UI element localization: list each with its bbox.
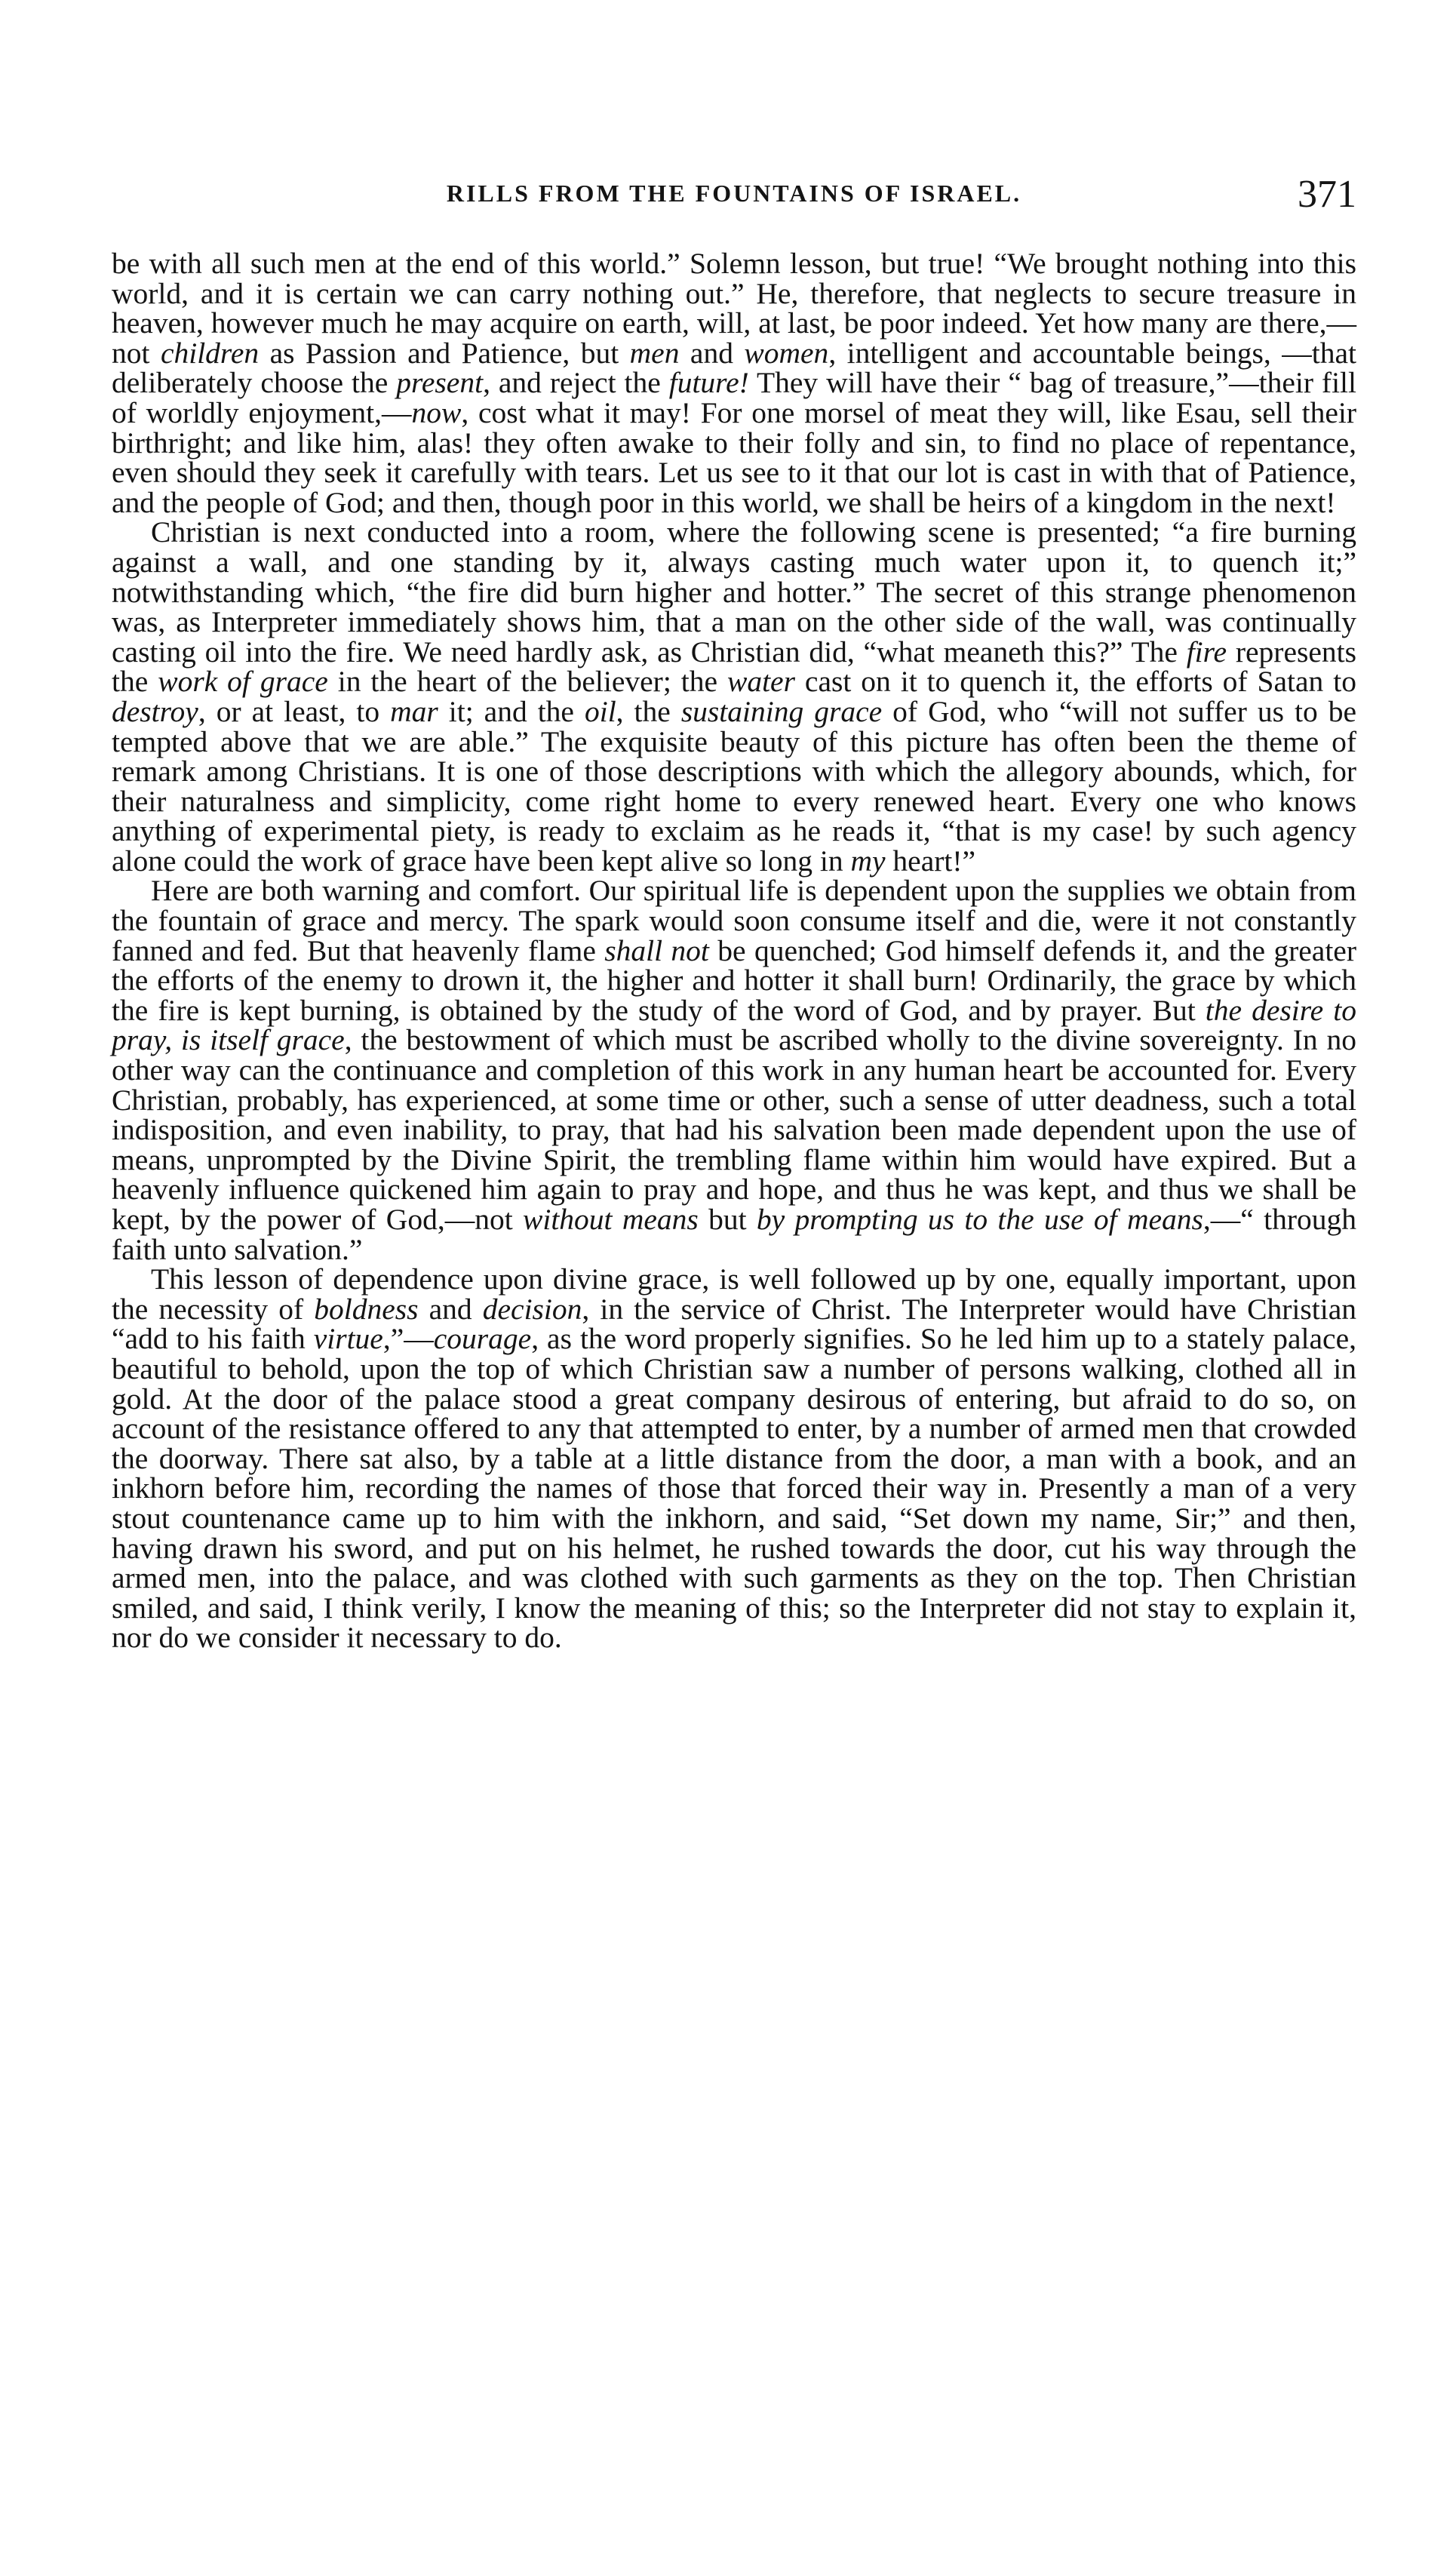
paragraph-3 [112,876,1356,1265]
paragraph-2 [112,515,1356,878]
text-run: be with all such men at the end of this world.” Solemn lesson, but true! “We brought nothing into this world, and it is certain we can carry nothing out.” He, therefore, that neglects to secure treasure in heaven, however much he may acquire on earth, will, at last, be poor indeed. Yet how many are there,—not [112,247,1356,370]
text-run: , as the word properly signifies. So he led him up to a stately palace, beautiful to behold, upon the top of which Christian saw a number of persons walking, clothed all in gold. At the door of the palace stood a great company desirous of entering, but afraid to do so, on account of the resistance offered to any that attempted to enter, by a number of armed men that crowded the doorway. There sat also, by a table at a little distance from the door, a man with a book, and an inkhorn before him, recording the names of those that forced their way in. Presently a man of a very stout countenance came up to him with the inkhorn, and said, “Set down my name, Sir;” and then, having drawn his sword, and put on his helmet, he rushed towards the door, cut his way through the armed men, into the palace, and was clothed with such garments as they on the top. Then Christian smiled, and said, I think verily, I know the meaning of this; so the Interpreter did not stay to explain it, nor do we consider it necessary to do. [112,1322,1356,1655]
text-run: , and reject the [483,366,669,400]
italic-text-run: now [411,395,462,429]
text-run: heart!” [885,844,976,878]
italic-text-run: women [744,336,829,370]
text-run: cast on it to quench it, the efforts of Satan to [794,665,1356,699]
running-head [112,175,1356,220]
italic-text-run: present [396,366,484,400]
text-run: , the bestowment of which must be ascribed wholly to the divine sovereignty. In no other way can the continuance and completion of this work in any human heart be accounted for. Every Christian, probably, has experienced, at some time or other, such a sense of utter deadness, such a total indisposition, and even inability, to pray, that had his salvation been made dependent upon the use of means, unprompted by the Divine Spirit, the trembling flame within him would have expired. But a heavenly influence quickened him again to pray and hope, and thus he was kept, and thus we shall be kept, by the power of God,—not [112,1023,1357,1236]
italic-text-run: men [629,336,680,370]
text-run: Christian is next conducted into a room, where the following scene is presented; “a fire burning against a wall, and one standing by it, always casting much water upon it, to quench it;” notwithstanding which, “the fire did burn higher and hotter.” The secret of this strange phenomenon was, as Interpreter immediately shows him, that a man on the other side of the wall, was continually casting oil into the fire. We need hardly ask, as Christian did, “what meaneth this?” The [112,515,1356,669]
text-run: , intelligent and accountable beings, —that deliberately choose the [112,336,1356,400]
italic-text-run: water [726,665,795,699]
text-run: in the heart of the believer; the [327,665,727,699]
italic-text-run: oil [584,694,616,728]
text-run: , cost what it may! For one morsel of meat they will, like Esau, sell their birthright; and like him, alas! they often awake to their folly and sin, to find no place of repentance, even should they seek it carefully with tears. Let us see to it that our lot is cast in with that of Patience, and the people of God; and then, though poor in this world, we shall be heirs of a kingdom in the next! [112,395,1356,519]
italic-text-run: decision [482,1292,582,1326]
italic-text-run: sustaining grace [680,694,883,728]
italic-text-run: my [850,844,886,878]
text-run: , or at least, to [198,694,391,728]
italic-text-run: fire [1186,635,1227,669]
text-run: it; and the [438,694,585,728]
text-run: but [698,1203,757,1236]
italic-text-run: work of grace [158,665,328,699]
italic-text-run: future! [668,366,749,400]
italic-text-run: courage [433,1322,532,1356]
paragraph-1 [112,249,1356,518]
text-run: and [679,336,745,370]
text-run: , in the service of Christ. The Interpreter would have Christian “add to his faith [112,1292,1356,1356]
italic-text-run: by prompting us to the use of means [756,1203,1203,1236]
paragraph-4 [112,1262,1356,1655]
text-run: be quenched; God himself defends it, and the greater the efforts of the enemy to drown it, the higher and hotter it shall burn! Ordinarily, the grace by which the fire is kept burning, is obtained by the study of the word of God, and by prayer. But [112,933,1356,1027]
text-run: Here are both warning and comfort. Our spiritual life is dependent upon the supplies we obtain from the fountain of grace and mercy. The spark would soon consume itself and die, were it not constantly fanned and fed. But that heavenly flame [112,874,1356,967]
italic-text-run: shall not [604,933,709,967]
text-run: , the [616,694,681,728]
text-run: represents the [112,635,1356,699]
text-run: and [418,1292,483,1326]
text-run: They will have their “ bag of treasure,”—their fill of worldly enjoyment,— [112,366,1357,429]
text-run: of God, who “will not suffer us to be tempted above that we are able.” The exquisite beauty of this picture has often been the theme of remark among Christians. It is one of those descriptions with which the allegory abounds, which, for their naturalness and simplicity, come right home to every renewed heart. Every one who knows anything of experimental piety, is ready to exclaim as he reads it, “that is my case! by such agency alone could the work of grace have been kept alive so long in [112,694,1356,878]
italic-text-run: children [160,336,260,370]
running-title: RILLS FROM THE FOUNTAINS OF ISRAEL. [446,180,1022,207]
body-text [112,249,1356,1653]
page-number: 371 [1298,173,1356,216]
text-run: ,”— [382,1322,434,1356]
italic-text-run: mar [390,694,438,728]
text-run: as Passion and Patience, but [259,336,630,370]
italic-text-run: without means [523,1203,699,1236]
italic-text-run: virtue [313,1322,383,1356]
text-run: ,—“ through faith unto salvation.” [112,1203,1356,1266]
text-run: This lesson of dependence upon divine grace, is well followed up by one, equally important, upon the necessity of [112,1262,1356,1326]
italic-text-run: destroy [112,694,198,728]
italic-text-run: boldness [314,1292,419,1326]
italic-text-run: the desire to pray, is itself grace [112,993,1357,1057]
